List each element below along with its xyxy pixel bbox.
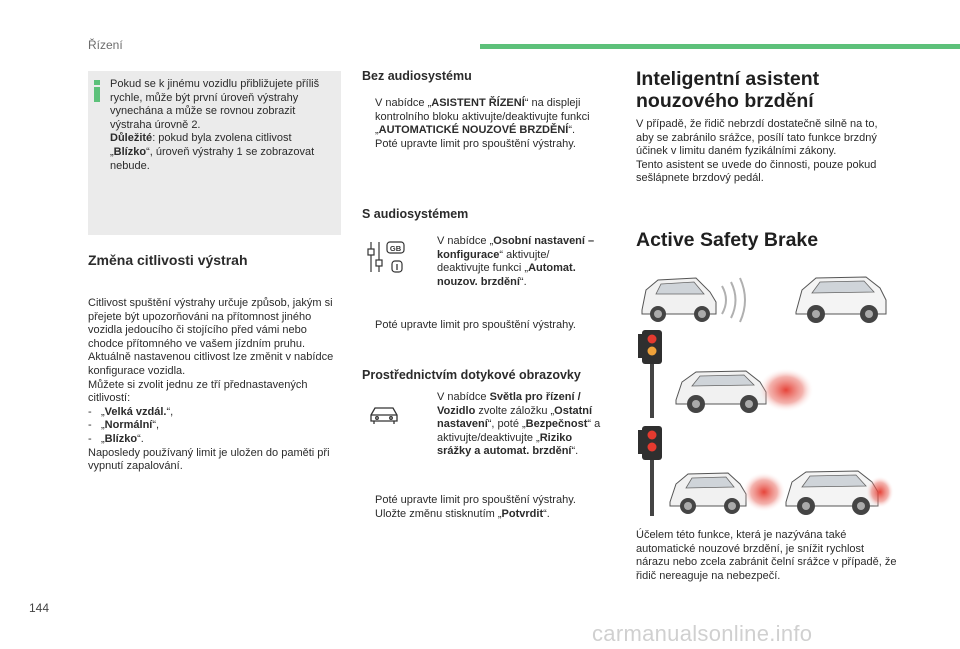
sensitivity-p3: Můžete si zvolit jednu ze tří přednastavených citlivostí:	[88, 378, 308, 405]
braking-car	[676, 371, 766, 413]
collision-warning-glow	[742, 472, 786, 512]
collision-warning-glow	[758, 368, 814, 412]
section-bar	[480, 44, 960, 49]
illustration-approach	[636, 268, 896, 330]
brake-light-glow	[866, 476, 894, 508]
audio-heading: S audiosystémem	[362, 207, 469, 221]
emergency-brake-body	[636, 118, 896, 186]
no-audio-steps	[362, 97, 607, 151]
sensitivity-p1: Citlivost spuštění výstrahy určuje způsob, jakým si přejete být upozorňováni na přítomnost jiného vozidla jedoucího či stojícího před vámi nebo chodce přítomného ve vašem jízdním pruhu.	[88, 297, 333, 350]
front-car	[786, 471, 878, 515]
bullet-item: V nabídce „ASISTENT ŘÍZENÍ“ na displeji kontrolního bloku aktivujte/deaktivujte funkci „AUTOMATICKÉ NOUZOVÉ BRZDĚNÍ“.	[375, 97, 590, 137]
info-icon	[92, 80, 102, 102]
sensitivity-body	[88, 297, 344, 474]
bullet-item: Poté upravte limit pro spouštění výstrahy.	[375, 494, 576, 506]
active-safety-p1: Účelem této funkce, která je nazývána také automatické nouzové brzdění, je snížit rychlost nárazu nebo zcela zabránit čelní srážce v případě, že řidič nereaguje na nebezpečí.	[636, 529, 897, 582]
rear-car	[670, 473, 746, 514]
heading-active-safety-brake: Active Safety Brake	[636, 229, 819, 251]
note-line2: Důležité: pokud byla zvolena citlivost „Blízko“, úroveň výstrahy 1 se zobrazovat nebude.	[110, 132, 315, 172]
radar-waves	[722, 278, 745, 322]
touch-steps	[424, 391, 604, 459]
touch-steps-2	[362, 494, 607, 521]
bullet-item: V nabídce Světla pro řízení / Vozidlo zvolte záložku „Ostatní nastavení“, poté „Bezpečnost“ a aktivujte/deaktivujte „Riziko srážky a automat. brzdění“.	[437, 391, 601, 458]
option-item: - „Velká vzdál.“,	[88, 405, 174, 418]
bullet-item: Poté upravte limit pro spouštění výstrahy.	[375, 319, 576, 331]
page-number: 144	[29, 601, 50, 615]
settings-sliders-icon	[366, 240, 406, 274]
gb-label: GB	[389, 244, 402, 253]
bullet-item: Uložte změnu stisknutím „Potvrdit“.	[375, 507, 550, 520]
illustration-emergency-braking	[636, 426, 896, 521]
sensitivity-heading: Změna citlivosti výstrah	[88, 252, 248, 268]
section-title: Řízení	[88, 38, 123, 52]
rear-car	[642, 278, 716, 322]
heading-emergency-brake: Inteligentní asistent nouzového brzdění	[636, 68, 820, 112]
no-audio-heading: Bez audiosystému	[362, 69, 472, 83]
front-car	[796, 277, 886, 323]
emergency-p1: V případě, že řidič nebrzdí dostatečně silně na to, aby se zabránilo srážce, posílí tato funkce brzdný účinek v limitu daném fyzikálními zákony.	[636, 118, 878, 158]
sensitivity-p4: Naposledy používaný limit je uložen do paměti při vypnutí zapalování.	[88, 446, 330, 473]
illustration-traffic-light	[636, 330, 896, 420]
sensitivity-p2: Aktuálně nastavenou citlivost lze změnit v nabídce konfigurace vozidla.	[88, 351, 334, 377]
car-icon	[368, 404, 400, 426]
traffic-light-icon	[638, 426, 662, 516]
watermark: carmanualsonline.info	[592, 621, 813, 646]
option-item: - „Blízko“.	[88, 432, 144, 445]
bullet-item: Poté upravte limit pro spouštění výstrahy.	[375, 137, 576, 150]
active-safety-brake-body	[636, 529, 898, 583]
bullet-item: V nabídce „Osobní nastavení – konfigurace“ aktivujte/ deaktivujte funkci „Automat. nouzov. brzdění“.	[437, 235, 595, 288]
audio-steps-2	[362, 319, 607, 333]
touch-heading: Prostřednictvím dotykové obrazovky	[362, 368, 581, 382]
note-line1: Pokud se k jinému vozidlu přibližujete příliš rychle, může být první úroveň výstrahy vynechána a může se rovnou zobrazit výstraha úrovně 2.	[110, 78, 320, 131]
option-item: - „Normální“,	[88, 419, 160, 432]
audio-steps	[424, 235, 600, 289]
emergency-p2: Tento asistent se uvede do činnosti, pouze pokud sešlápnete brzdový pedál.	[636, 158, 877, 185]
traffic-light-icon	[638, 330, 662, 418]
note-text	[110, 78, 332, 173]
